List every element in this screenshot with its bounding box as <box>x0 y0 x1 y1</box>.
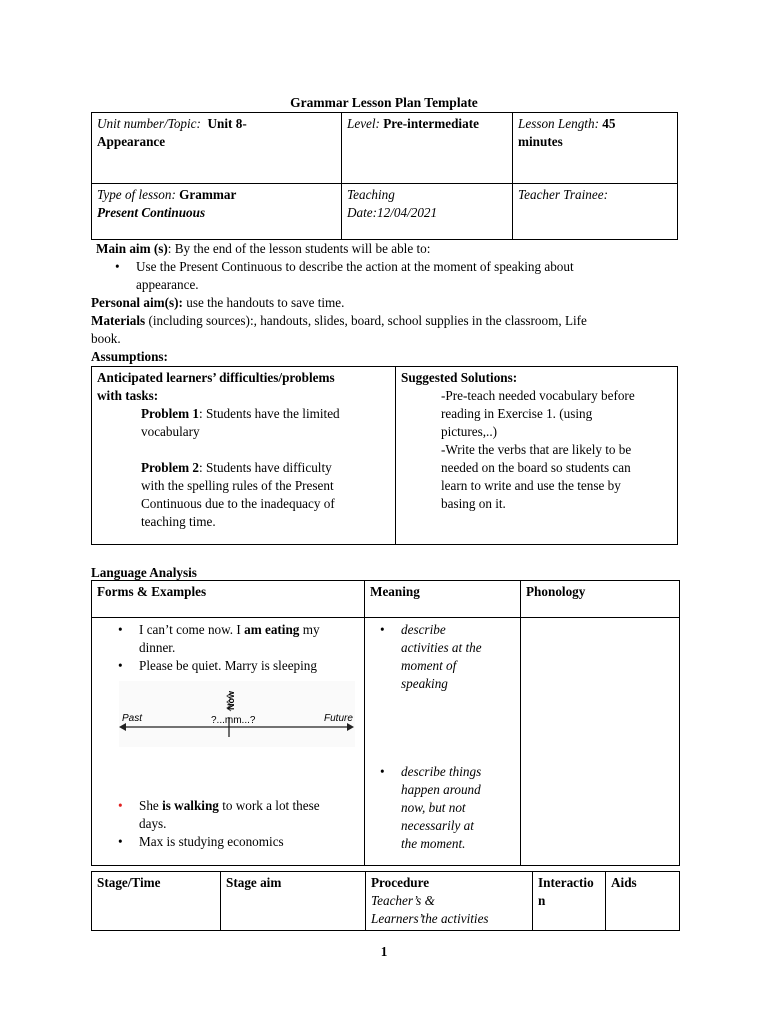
problem-1-line1: : Students have the limited <box>199 406 340 421</box>
example-1-bold: am eating <box>244 622 300 637</box>
solution-line: reading in Exercise 1. (using <box>441 406 593 421</box>
meaning-2-line: the moment. <box>401 836 466 851</box>
col-procedure <box>366 872 533 931</box>
type-cell <box>92 184 342 240</box>
example-3-bold: is walking <box>162 798 219 813</box>
forms-examples-1 <box>112 621 359 675</box>
difficulties-header-2: with tasks: <box>97 388 159 403</box>
unit-value-2: Appearance <box>97 134 166 149</box>
teaching-date: Date:12/04/2021 <box>347 205 438 220</box>
example-1-a: I can’t come now. I <box>139 622 245 637</box>
personal-aim <box>91 294 681 312</box>
personal-aim-text: use the handouts to save time. <box>182 295 345 310</box>
procedure-title: Procedure <box>371 875 430 890</box>
procedure-sub-2: Learners’the activities <box>371 911 489 926</box>
meaning-2 <box>374 763 515 853</box>
materials <box>91 312 691 348</box>
example-2-text: Please be quiet. Marry is sleeping <box>139 658 317 673</box>
interaction-line-2: n <box>538 893 546 908</box>
problem-2 <box>97 459 390 531</box>
unit-cell <box>92 113 342 184</box>
solutions-cell <box>396 367 678 545</box>
solution-line: learn to write and use the tense by <box>441 478 621 493</box>
col-aids: Aids <box>606 872 680 931</box>
problem-1-line2: vocabulary <box>141 424 200 439</box>
interaction-line-1: Interactio <box>538 875 594 890</box>
meaning-list-1 <box>374 621 515 693</box>
example-1-c: dinner. <box>139 640 176 655</box>
col-stage-time: Stage/Time <box>92 872 221 931</box>
main-aim-text: : By the end of the lesson students will be able to: <box>167 241 431 256</box>
difficulties-header-1: Anticipated learners’ difficulties/problems <box>97 370 335 385</box>
language-analysis-label: Language Analysis <box>91 565 197 580</box>
stage-table <box>91 871 680 931</box>
example-4-text: Max is studying economics <box>139 834 284 849</box>
example-4 <box>112 833 359 851</box>
page-number: 1 <box>380 944 388 959</box>
materials-line1: (including sources):, handouts, slides, board, school supplies in the classroom, Life <box>145 313 587 328</box>
length-cell <box>513 113 678 184</box>
type-value: Grammar <box>179 187 237 202</box>
language-analysis-table <box>91 580 680 866</box>
meaning-1-line: moment of <box>401 658 457 673</box>
col-stage-aim: Stage aim <box>221 872 366 931</box>
solution-line: needed on the board so students can <box>441 460 631 475</box>
example-3-b: to work a lot these <box>218 798 320 813</box>
unit-label: Unit number/Topic: <box>97 116 201 131</box>
forms-cell <box>92 618 365 866</box>
timeline-past-label: Past <box>122 713 143 724</box>
meaning-2-line: necessarily at <box>401 818 474 833</box>
problem-2-line1: : Students have difficulty <box>199 460 332 475</box>
solution-line: basing on it. <box>441 496 506 511</box>
trainee-cell <box>513 184 678 240</box>
meaning-list-2 <box>374 763 515 853</box>
length-value: 45 <box>602 116 616 131</box>
main-aim-label: Main aim (s) <box>96 241 168 256</box>
col-interaction <box>533 872 606 931</box>
document-title: Grammar Lesson Plan Template <box>290 95 478 110</box>
materials-line2: book. <box>91 331 121 346</box>
problem-1 <box>97 405 390 441</box>
solutions-list <box>401 387 672 513</box>
materials-label: Materials <box>91 313 146 328</box>
lesson-header-table <box>91 112 678 240</box>
assumptions-table <box>91 366 678 545</box>
problem-1-label: Problem 1 <box>141 406 199 421</box>
meaning-2-line: now, but not <box>401 800 466 815</box>
main-aim-bullet-line2: appearance. <box>136 277 199 292</box>
meaning-2-line: describe things <box>401 764 482 779</box>
timeline-diagram <box>119 681 355 747</box>
example-2 <box>112 657 359 675</box>
teaching-label: Teaching <box>347 187 395 202</box>
problem-2-line3: Continuous due to the inadequacy of <box>141 496 335 511</box>
solution-line: pictures,..) <box>441 424 498 439</box>
assumptions-label: Assumptions: <box>91 349 168 364</box>
type-value-2: Present Continuous <box>97 205 206 220</box>
col-meaning: Meaning <box>365 581 521 618</box>
timeline-now-label: Now <box>226 691 236 710</box>
difficulties-cell <box>92 367 396 545</box>
type-label: Type of lesson: <box>97 187 176 202</box>
level-cell <box>342 113 513 184</box>
timeline-future-label: Future <box>324 713 353 724</box>
personal-aim-label: Personal aim(s): <box>91 295 183 310</box>
main-aim <box>96 240 686 258</box>
meaning-1-line: activities at the <box>401 640 482 655</box>
col-forms: Forms & Examples <box>92 581 365 618</box>
main-aim-bullet-line1: Use the Present Continuous to describe the action at the moment of speaking about <box>136 259 574 274</box>
length-label: Lesson Length: <box>518 116 599 131</box>
meaning-2-line: happen around <box>401 782 481 797</box>
meaning-cell <box>365 618 521 866</box>
example-1 <box>112 621 359 657</box>
solutions-header: Suggested Solutions: <box>401 370 518 385</box>
example-3-a: She <box>139 798 163 813</box>
timeline-mid-label: ?...mm...? <box>211 715 256 726</box>
level-label: Level: <box>347 116 380 131</box>
col-phonology: Phonology <box>521 581 680 618</box>
unit-value: Unit 8- <box>207 116 247 131</box>
solution-line: -Pre-teach needed vocabulary before <box>441 388 635 403</box>
phonology-cell <box>521 618 680 866</box>
problem-2-line4: teaching time. <box>141 514 216 529</box>
main-aim-bullets <box>109 258 689 294</box>
example-3-c: days. <box>139 816 167 831</box>
meaning-1 <box>374 621 515 693</box>
teaching-cell <box>342 184 513 240</box>
length-value-2: minutes <box>518 134 563 149</box>
level-value: Pre-intermediate <box>383 116 479 131</box>
main-aim-bullet <box>109 258 689 294</box>
solution-line: -Write the verbs that are likely to be <box>441 442 632 457</box>
meaning-1-line: describe <box>401 622 446 637</box>
trainee-label: Teacher Trainee: <box>518 187 608 202</box>
forms-examples-2 <box>112 797 359 851</box>
example-1-b: my <box>299 622 320 637</box>
example-3 <box>112 797 359 833</box>
problem-2-line2: with the spelling rules of the Present <box>141 478 334 493</box>
procedure-sub-1: Teacher’s & <box>371 893 435 908</box>
meaning-1-line: speaking <box>401 676 448 691</box>
problem-2-label: Problem 2 <box>141 460 199 475</box>
